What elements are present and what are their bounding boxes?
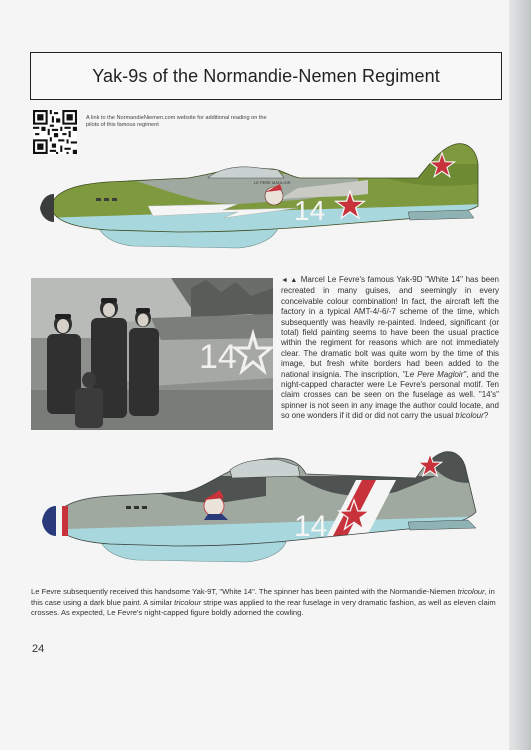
body-text-italic: "Le Pere Magloir" [402,369,467,379]
fuselage-number-top: 14 [294,195,326,226]
qr-caption: A link to the NormandieNiemen.com website for additional reading on the pilots of this famous regiment [86,115,267,128]
caption-italic: tricolour [174,597,202,607]
body-text-part: Marcel Le Fevre's famous Yak-9D "White 14" has been recreated in many guises, and seemingly in every conceivable colour combination! In fact, the aircraft left the factory in a typical AMT-4/-6/-7 scheme of the time, which subsequently was heavily re-painted. Indeed, significant (or total) field painting seems to have been the usual practice within the regiment for reasons which are not immediately clear. The dramatic bolt was quite worn by the time of this image, but fresh white borders had been added to the national insignia. The inscription, [281,275,499,379]
photo-fuselage-number: 14 [199,338,237,376]
caption-part: Le Fevre subsequently received this handsome Yak-9T, "White 14". The spinner has been painted with the Normandie-Niemen [31,587,458,596]
page-title: Yak-9s of the Normandie-Nemen Regiment [92,65,440,86]
title-box [30,52,502,100]
nose-inscription: LE PERE MAGLOIR [254,180,291,185]
caption-arrows: ◄ ▲ [281,277,298,284]
pilots-photo [31,278,273,430]
fuselage-number-bottom: 14 [294,510,328,543]
body-text-italic: tricolour [455,411,484,421]
caption-part: stripe was applied to the rear fuselage in very dramatic fashion, as well as eleven claim crosses. As expected, Le Fevre's night-capped figure boldly adorned the cowling. [31,597,496,618]
caption-italic: tricolour [457,587,485,596]
bottom-caption [31,587,501,619]
body-text [281,275,499,422]
page-number: 24 [32,643,45,655]
page-spine-shadow [509,0,531,750]
yak-9t-profile [36,446,491,571]
caption-part: , in this case using a dark blue paint. A similar [31,587,495,607]
yak-9d-profile [38,134,488,254]
body-text-part: , and the night-capped character were Le Fevre's personal motif. Ten claim crosses can be seen on the fuselage as well. "14's" spinner is not seen in any image the author could locate, and so one wonders if it did or did not carry the usual [281,369,499,421]
body-text-part: ? [483,411,489,421]
